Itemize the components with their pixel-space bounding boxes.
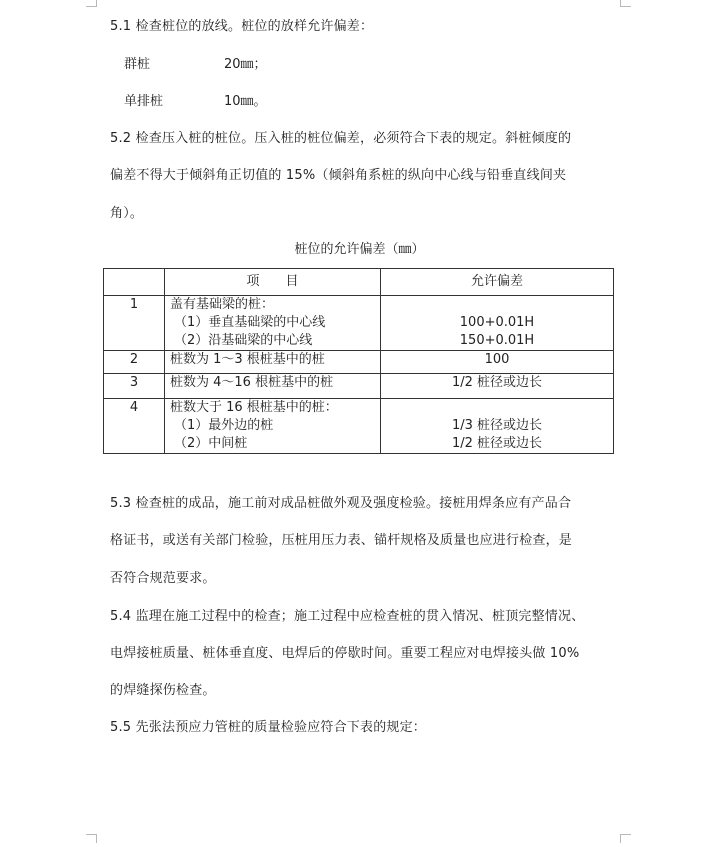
section-5-4-line-3: 的焊缝探伤检查。 [110,683,216,698]
value-line [386,296,608,314]
item-line: （2）沿基础梁的中心线 [174,333,313,348]
section-5-5-line-1: 5.5 先张法预应力管桩的质量检验应符合下表的规定： [110,720,427,735]
single-row-pile-value: 10㎜。 [224,94,267,109]
row-number: 1 [104,296,165,351]
row-number: 2 [104,351,165,374]
value-line: 100+0.01H [459,315,535,330]
item-line: 桩数大于 16 根桩基中的桩： [170,400,338,415]
value-line: 1/3 桩径或边长 [451,418,543,433]
section-5-3-line-1: 5.3 检查桩的成品，施工前对成品桩做外观及强度检验。接桩用焊条应有产品合 [110,496,572,511]
table-row [104,399,614,454]
margin-mark-bottom-left [86,834,97,843]
item-line: （1）最外边的桩 [174,418,274,433]
row-tolerance [381,399,614,454]
section-5-2-line-2: 偏差不得大于倾斜角正切值的 15%（倾斜角系桩的纵向中心线与铅垂直线间夹 [110,168,567,183]
section-5-3-line-2: 格证书，或送有关部门检验，压桩用压力表、锚杆规格及质量也应进行检查，是 [110,533,573,548]
table-header-row [104,269,614,296]
group-pile-value: 20㎜； [224,57,267,72]
table-row [104,351,614,374]
row-item: 桩数为 1～3 根桩基中的桩 [165,351,381,374]
section-5-4-line-2: 电焊接桩质量、桩体垂直度、电焊后的停歇时间。重要工程应对电焊接头做 10% [110,646,580,661]
item-line: （2）中间桩 [174,436,248,451]
table-caption: 桩位的允许偏差（㎜） [294,242,425,257]
header-item: 项 目 [165,269,381,296]
row-item: 桩数为 4～16 根桩基中的桩 [165,374,381,399]
single-row-pile-label: 单排桩 [124,94,164,109]
value-line [386,399,608,417]
group-pile-label: 群桩 [124,57,151,72]
item-line: （1）垂直基础梁的中心线 [174,315,326,330]
section-5-1-heading: 5.1 检查桩位的放线。桩位的放样允许偏差： [110,19,374,34]
row-item [165,296,381,351]
section-5-3-line-3: 否符合规范要求。 [110,571,216,586]
row-tolerance: 1/2 桩径或边长 [381,374,614,399]
table-row [104,296,614,351]
section-5-2-line-3: 角）。 [110,206,144,221]
value-line: 1/2 桩径或边长 [451,436,543,451]
value-line: 150+0.01H [459,333,535,348]
row-item [165,399,381,454]
table-row [104,374,614,399]
margin-mark-bottom-right [620,834,631,843]
margin-mark-top-right [620,0,631,7]
header-tolerance: 允许偏差 [381,269,614,296]
header-no [104,269,165,296]
tolerance-table [103,268,614,454]
row-number: 3 [104,374,165,399]
section-5-4-line-1: 5.4 监理在施工过程中的检查；施工过程中应检查桩的贯入情况、桩顶完整情况、 [110,609,585,624]
row-tolerance: 100 [381,351,614,374]
margin-mark-top-left [86,0,97,7]
row-tolerance [381,296,614,351]
item-line: 盖有基础梁的桩： [170,297,275,312]
row-number: 4 [104,399,165,454]
section-5-2-line-1: 5.2 检查压入桩的桩位。压入桩的桩位偏差，必须符合下表的规定。斜桩倾度的 [110,131,572,146]
